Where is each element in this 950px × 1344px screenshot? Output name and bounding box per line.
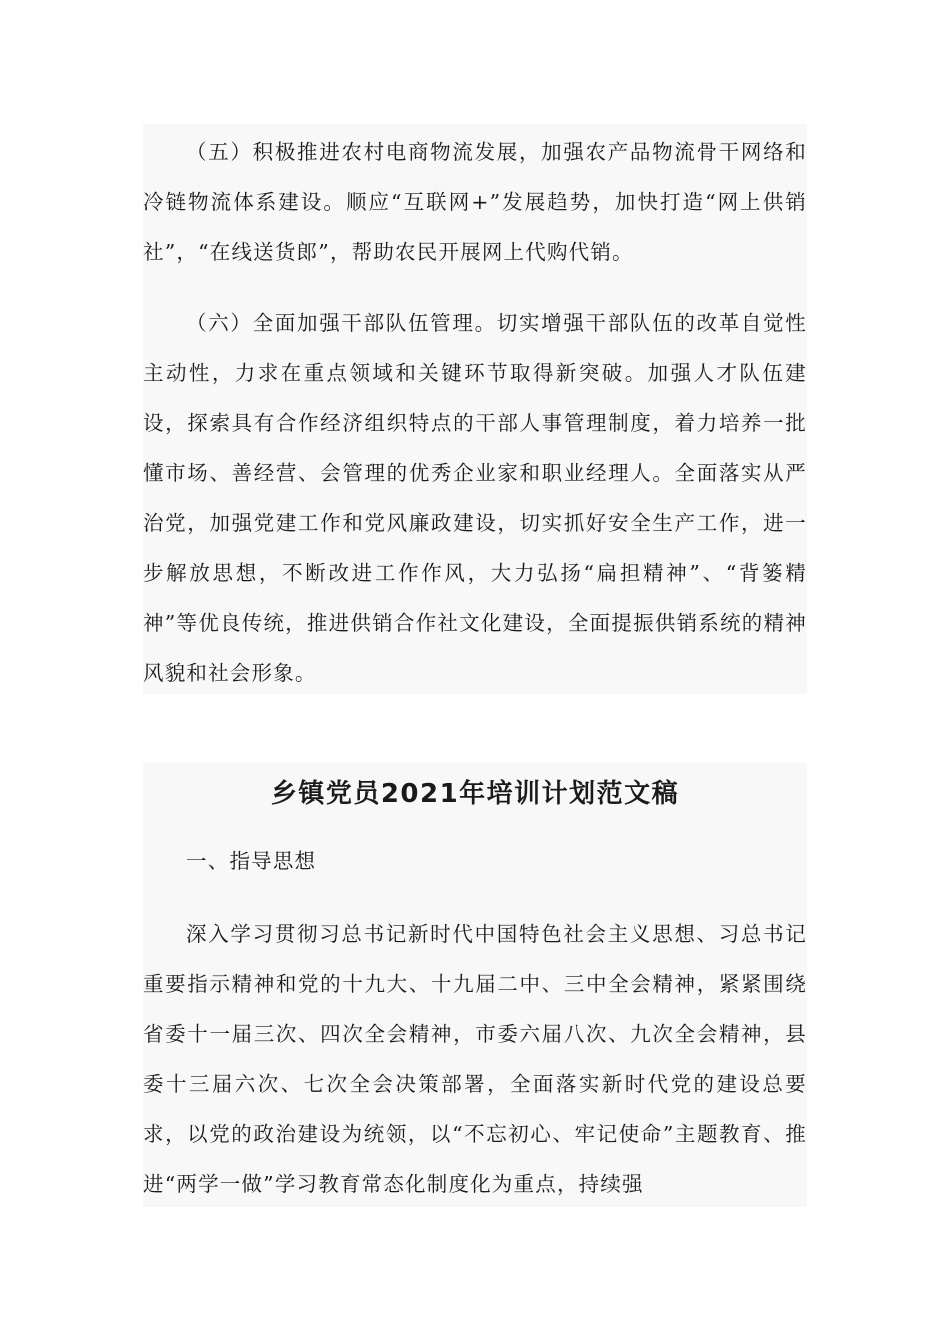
- paragraph-five: （五）积极推进农村电商物流发展，加强农产品物流骨干网络和冷链物流体系建设。顺应“互联网+”发展趋势，加快打造“网上供销社”，“在线送货郎”，帮助农民开展网上代购代销。: [143, 140, 807, 264]
- paragraph-six: （六）全面加强干部队伍管理。切实增强干部队伍的改革自觉性主动性，力求在重点领域和关键环节取得新突破。加强人才队伍建设，探索具有合作经济组织特点的干部人事管理制度，着力培养一批懂市场、善经营、会管理的优秀企业家和职业经理人。全面落实从严治党，加强党建工作和党风廉政建设，切实抓好安全生产工作，进一步解放思想，不断改进工作作风，大力弘扬“扁担精神”、“背篓精神”等优良传统，推进供销合作社文化建设，全面提振供销系统的精神风貌和社会形象。: [143, 311, 807, 685]
- paragraph-guiding-ideology: 深入学习贯彻习总书记新时代中国特色社会主义思想、习总书记重要指示精神和党的十九大、十九届二中、三中全会精神，紧紧围绕省委十一届三次、四次全会精神，市委六届八次、九次全会精神，县委十三届六次、七次全会决策部署，全面落实新时代党的建设总要求，以党的政治建设为统领，以“不忘初心、牢记使命”主题教育、推进“两学一做”学习教育常态化制度化为重点，持续强: [143, 922, 807, 1196]
- document-title: 乡镇党员2021年培训计划范文稿: [270, 779, 680, 809]
- section-heading-guiding-ideology: 一、指导思想: [186, 849, 317, 873]
- training-plan-block: [143, 763, 807, 1207]
- previous-section-block: [143, 124, 807, 694]
